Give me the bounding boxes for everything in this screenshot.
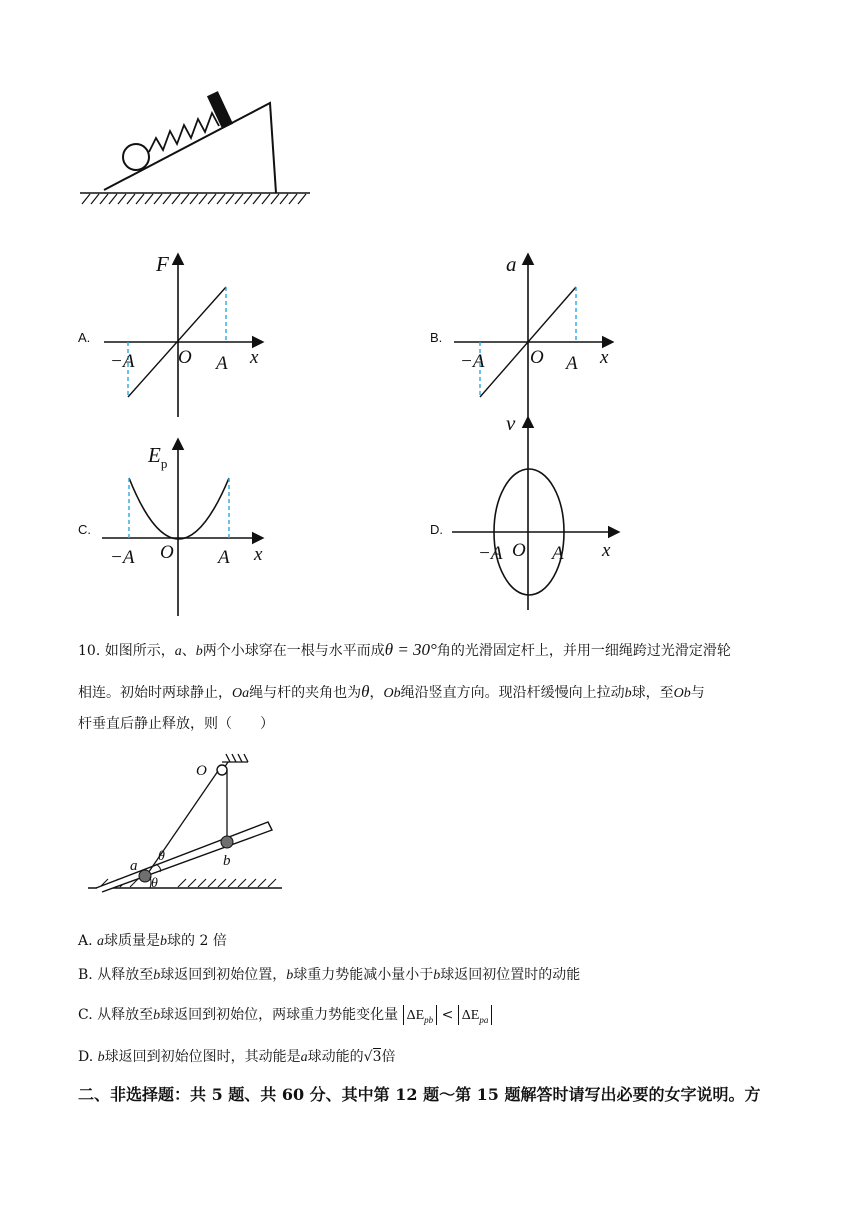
- graph-b: [440, 245, 640, 430]
- pulley: [217, 765, 227, 775]
- option-b-label: B.: [430, 330, 443, 345]
- label-b: b: [223, 853, 231, 869]
- ball-b: [221, 836, 233, 848]
- delta-e-pa: $\Delta E_{pa}$: [458, 1005, 493, 1025]
- x-axis-label: x: [254, 544, 263, 565]
- choice-b[interactable]: B. 从释放至b球返回到初始位置，b球重力势能减小量小于b球返回初位置时的动能: [78, 967, 581, 983]
- neg-a-label: −A: [460, 351, 485, 372]
- y-axis-label: v: [506, 411, 516, 435]
- choice-c[interactable]: C. 从释放至b球返回到初始位，两球重力势能变化量 $\Delta E_{pb} < \Delta E_{pa}$: [78, 1004, 492, 1025]
- section-heading: 二、非选择题：共 5 题、共 60 分、其中第 12 题～第 15 题解答时请写出必要的女字说明。方: [78, 1085, 761, 1104]
- neg-a-label: −A: [478, 543, 503, 564]
- graph-d: [440, 410, 640, 620]
- theta-top: θ: [158, 849, 165, 864]
- pos-a-label: A: [218, 547, 230, 568]
- q10-line-3: 杆垂直后静止释放，则（ ）: [78, 716, 274, 732]
- pos-a-label: A: [566, 353, 578, 374]
- label-a: a: [130, 858, 138, 874]
- spring-incline-figure: [0, 0, 860, 230]
- y-axis-label: $E_p$: [148, 443, 168, 471]
- delta-e-pb: $\Delta E_{pb}$: [403, 1005, 438, 1025]
- wall-block: [207, 91, 233, 129]
- pulley-rod-figure: [0, 750, 300, 900]
- pos-a-label: A: [216, 353, 228, 374]
- theta-bottom: θ: [151, 876, 158, 891]
- x-axis-label: x: [600, 347, 609, 368]
- graph-c: [90, 430, 290, 620]
- sqrt-symbol: √3: [363, 1049, 382, 1065]
- ball: [123, 144, 149, 170]
- q10-line-2: 相连。初始时两球静止，Oa绳与杆的夹角也为θ，Ob绳沿竖直方向。现沿杆缓慢向上拉动b球，至Ob与: [78, 682, 705, 701]
- origin-label: O: [160, 542, 174, 563]
- ground-hatching: [80, 193, 310, 204]
- option-d-label: D.: [430, 522, 443, 537]
- y-axis-label: a: [506, 252, 517, 276]
- graph-a: [90, 245, 290, 430]
- choice-d[interactable]: D. b球返回到初始位图时，其动能是a球动能的√3倍: [78, 1049, 396, 1065]
- origin-label: O: [530, 347, 544, 368]
- option-c-label: C.: [78, 522, 91, 537]
- label-o: O: [196, 763, 207, 779]
- potential-parabola: [129, 478, 229, 539]
- x-axis-label: x: [602, 540, 611, 561]
- neg-a-label: −A: [110, 547, 135, 568]
- origin-label: O: [178, 347, 192, 368]
- neg-a-label: −A: [110, 351, 135, 372]
- ball-a: [139, 870, 151, 882]
- choice-a[interactable]: A. a球质量是b球的 2 倍: [78, 933, 227, 949]
- spring: [149, 113, 219, 152]
- pos-a-label: A: [552, 543, 564, 564]
- option-a-label: A.: [78, 330, 91, 345]
- q10-line-1: 10. 如图所示，a、b两个小球穿在一根与水平而成θ = 30°角的光滑固定杆上，并用一细绳跨过光滑定滑轮: [78, 640, 731, 659]
- origin-label: O: [512, 540, 526, 561]
- x-axis-label: x: [250, 347, 259, 368]
- y-axis-label: F: [156, 252, 169, 276]
